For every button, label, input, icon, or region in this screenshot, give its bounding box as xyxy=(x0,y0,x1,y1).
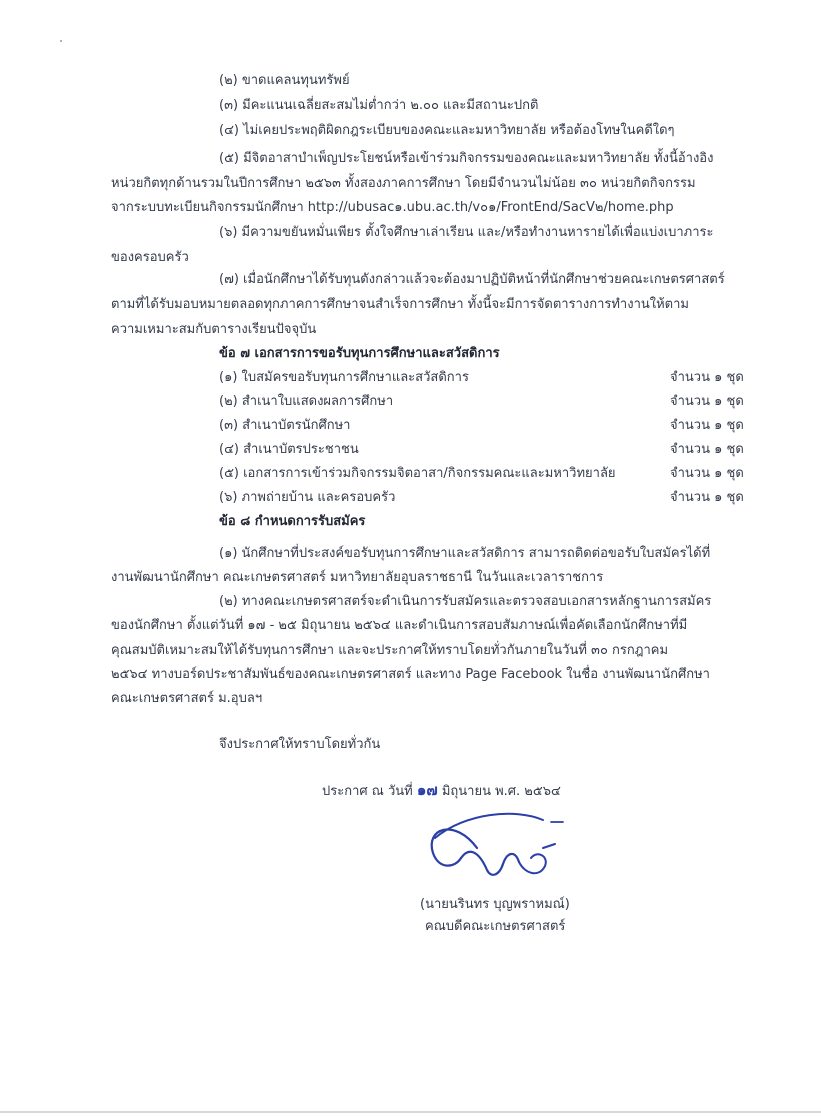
announcement-date-rest: มิถุนายน พ.ศ. ๒๕๖๔ xyxy=(441,784,561,799)
eligibility-item-6-line2: ของครอบครัว xyxy=(111,250,189,265)
document-item-label: (๓) สำเนาบัตรนักศึกษา xyxy=(219,418,351,433)
scan-bottom-edge xyxy=(0,1111,821,1113)
section-8-p2-line3: คุณสมบัติเหมาะสมให้ได้รับทุนการศึกษา และจะประกาศให้ทราบโดยทั่วกันภายในวันที่ ๓๐ กรกฎาคม xyxy=(111,643,669,658)
eligibility-item-4: (๔) ไม่เคยประพฤติผิดกฎระเบียบของคณะและมหาวิทยาลัย หรือต้องโทษในคดีใดๆ xyxy=(219,123,675,138)
eligibility-item-2: (๒) ขาดแคลนทุนทรัพย์ xyxy=(219,73,350,88)
section-8-p2-line1: (๒) ทางคณะเกษตรศาสตร์จะดำเนินการรับสมัครและตรวจสอบเอกสารหลักฐานการสมัคร xyxy=(219,594,712,609)
announcement-date-line xyxy=(322,781,561,801)
eligibility-item-6-line1: (๖) มีความขยันหมั่นเพียร ตั้งใจศึกษาเล่าเรียน และ/หรือทำงานหารายได้เพื่อแบ่งเบาภาระ xyxy=(219,225,714,240)
document-item-qty: จำนวน ๑ ชุด xyxy=(670,466,744,481)
document-item-label: (๖) ภาพถ่ายบ้าน และครอบครัว xyxy=(219,490,396,505)
announcement-date-prefix: ประกาศ ณ วันที่ xyxy=(322,784,413,799)
section-8-p2-line4: ๒๕๖๔ ทางบอร์ดประชาสัมพันธ์ของคณะเกษตรศาสตร์ และทาง Page Facebook ในชื่อ งานพัฒนานักศึกษา xyxy=(111,667,710,682)
signer-title: คณบดีคณะเกษตรศาสตร์ xyxy=(425,919,566,934)
document-item-label: (๕) เอกสารการเข้าร่วมกิจกรรมจิตอาสา/กิจกรรมคณะและมหาวิทยาลัย xyxy=(219,466,616,481)
eligibility-item-5-line2: หน่วยกิตทุกด้านรวมในปีการศึกษา ๒๕๖๓ ทั้งสองภาคการศึกษา โดยมีจำนวนไม่น้อย ๓๐ หน่วยกิตกิจกรรม xyxy=(111,176,696,191)
section-8-p1-line2: งานพัฒนานักศึกษา คณะเกษตรศาสตร์ มหาวิทยาลัยอุบลราชธานี ในวันและเวลาราชการ xyxy=(111,570,604,585)
eligibility-item-5-line3: จากระบบทะเบียนกิจกรรมนักศึกษา http://ubusac๑.ubu.ac.th/v๐๑/FrontEnd/SacV๒/home.php xyxy=(111,200,674,215)
eligibility-item-7-line1: (๗) เมื่อนักศึกษาได้รับทุนดังกล่าวแล้วจะต้องมาปฏิบัติหน้าที่นักศึกษาช่วยคณะเกษตรศาสตร์ xyxy=(219,272,725,287)
announcement-day: ๑๗ xyxy=(416,781,438,799)
closing-statement: จึงประกาศให้ทราบโดยทั่วกัน xyxy=(219,737,381,752)
document-item-qty: จำนวน ๑ ชุด xyxy=(670,442,744,457)
eligibility-item-3: (๓) มีคะแนนเฉลี่ยสะสมไม่ต่ำกว่า ๒.๐๐ และมีสถานะปกติ xyxy=(219,98,539,113)
document-item-qty: จำนวน ๑ ชุด xyxy=(670,370,744,385)
section-8-p2-line5: คณะเกษตรศาสตร์ ม.อุบลฯ xyxy=(111,691,263,706)
section-8-p1-line1: (๑) นักศึกษาที่ประสงค์ขอรับทุนการศึกษาและสวัสดิการ สามารถติดต่อขอรับใบสมัครได้ที่ xyxy=(219,546,711,561)
section-8-heading: ข้อ ๘ กำหนดการรับสมัคร xyxy=(219,514,366,529)
eligibility-item-7-line3: ความเหมาะสมกับตารางเรียนปัจจุบัน xyxy=(111,322,317,337)
signer-name: (นายนรินทร บุญพราหมณ์) xyxy=(420,897,570,912)
document-item-label: (๒) สำเนาใบแสดงผลการศึกษา xyxy=(219,394,394,409)
scan-speck xyxy=(60,40,62,42)
document-item-label: (๑) ใบสมัครขอรับทุนการศึกษาและสวัสดิการ xyxy=(219,370,469,385)
handwritten-signature xyxy=(415,808,585,894)
document-item-qty: จำนวน ๑ ชุด xyxy=(670,418,744,433)
eligibility-item-7-line2: ตามที่ได้รับมอบหมายตลอดทุกภาคการศึกษาจนสำเร็จการศึกษา ทั้งนี้จะมีการจัดตารางการทำงานให้ตาม xyxy=(111,297,689,312)
document-item-qty: จำนวน ๑ ชุด xyxy=(670,490,744,505)
document-item-label: (๔) สำเนาบัตรประชาชน xyxy=(219,442,359,457)
document-item-qty: จำนวน ๑ ชุด xyxy=(670,394,744,409)
eligibility-item-5-line1: (๕) มีจิตอาสาบำเพ็ญประโยชน์หรือเข้าร่วมกิจกรรมของคณะและมหาวิทยาลัย ทั้งนี้อ้างอิง xyxy=(219,151,714,166)
section-7-heading: ข้อ ๗ เอกสารการขอรับทุนการศึกษาและสวัสดิการ xyxy=(219,346,500,361)
section-8-p2-line2: ของนักศึกษา ตั้งแต่วันที่ ๑๗ - ๒๕ มิถุนายน ๒๕๖๔ และดำเนินการสอบสัมภาษณ์เพื่อคัดเลือกนักศึกษาที่มี xyxy=(111,618,688,633)
